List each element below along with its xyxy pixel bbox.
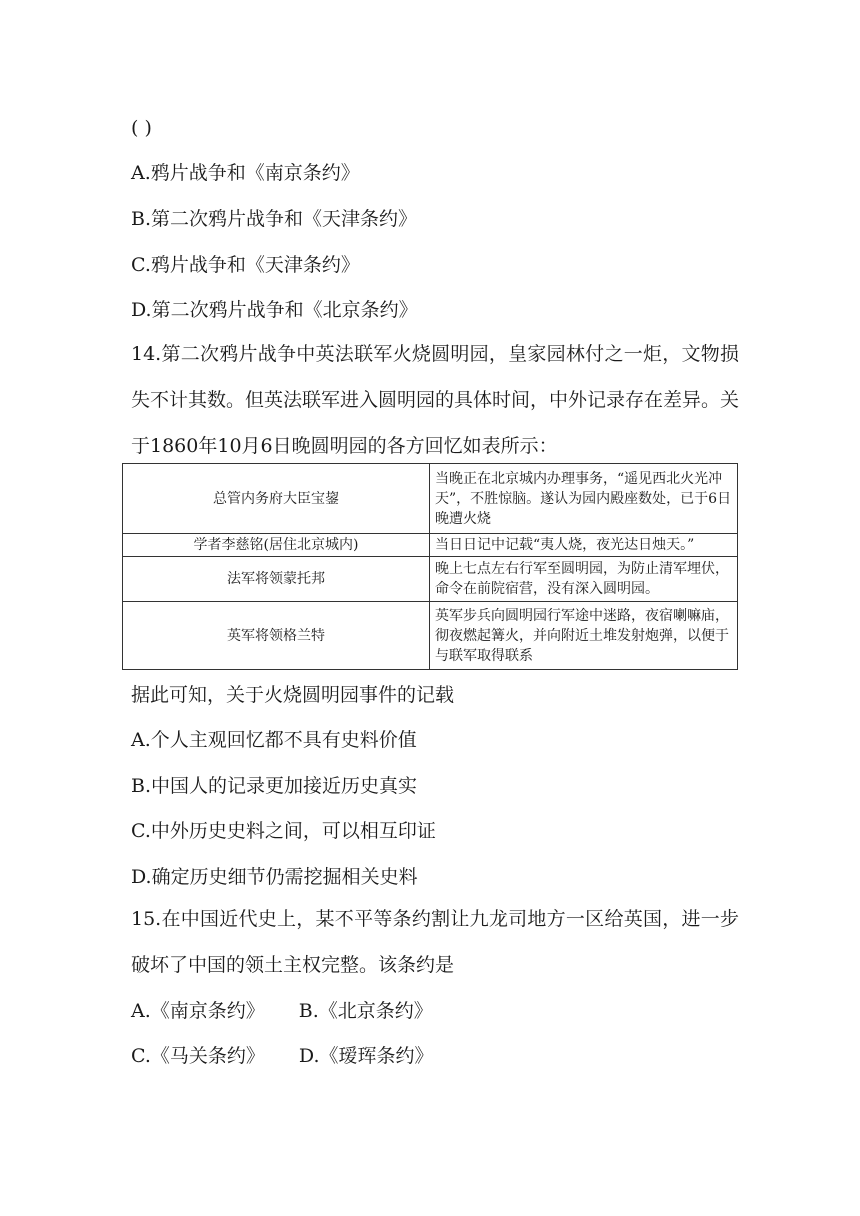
q13-answer-bracket: ( ) (131, 117, 152, 139)
q14-option-b: B.中国人的记录更加接近历史真实 (131, 775, 418, 797)
q14-stem: 14.第二次鸦片战争中英法联军火烧圆明园，皇家园林付之一炬，文物损失不计其数。但英法联军进入圆明园的具体时间，中外记录存在差异。关于1860年10月6日晚圆明园的各方回忆如表所示： (131, 343, 740, 457)
q15-option-b: B.《北京条约》 (298, 1000, 433, 1022)
table-cell-what: 当晚正在北京城内办理事务，“遥见西北火光冲天”，不胜惊脑。遂认为园内殿座数处，已于6日晚遭火烧 (430, 464, 738, 534)
q15-option-d: D.《瑷珲条约》 (298, 1045, 434, 1067)
q15-options-row-1 (131, 998, 433, 1024)
table-row (123, 602, 738, 670)
q15-options-row-2 (131, 1043, 434, 1069)
table-cell-what: 晚上七点左右行军至圆明园，为防止清军埋伏，命令在前院宿营，没有深入圆明园。 (430, 557, 738, 602)
q14-option-c: C.中外历史史料之间，可以相互印证 (131, 820, 436, 842)
q14-memory-table (122, 463, 738, 670)
q15-option-a: A.《南京条约》 (131, 1000, 265, 1022)
q13-option-d: D.第二次鸦片战争和《北京条约》 (131, 299, 418, 321)
q13-option-b: B.第二次鸦片战争和《天津条约》 (131, 208, 418, 230)
q15-stem: 15.在中国近代史上，某不平等条约割让九龙司地方一区给英国，进一步破坏了中国的领土主权完整。该条约是 (131, 908, 739, 976)
table-cell-who: 总管内务府大臣宝鋆 (123, 464, 430, 534)
table-cell-who: 英军将领格兰特 (123, 602, 430, 670)
table-cell-what: 当日日记中记载“夷人烧，夜光达日烛天。” (430, 534, 738, 557)
table-row (123, 464, 738, 534)
q13-option-c: C.鸦片战争和《天津条约》 (131, 254, 360, 276)
q14-option-d: D.确定历史细节仍需挖掘相关史料 (131, 866, 418, 888)
q13-option-a: A.鸦片战争和《南京条约》 (131, 162, 360, 184)
table-row (123, 557, 738, 602)
table-row (123, 534, 738, 557)
table-cell-who: 学者李慈铭(居住北京城内) (123, 534, 430, 557)
q14-option-a: A.个人主观回忆都不具有史料价值 (131, 729, 417, 751)
table-cell-who: 法军将领蒙托邦 (123, 557, 430, 602)
q14-conclusion: 据此可知，关于火烧圆明园事件的记载 (131, 684, 455, 706)
table-cell-what: 英军步兵向圆明园行军途中迷路，夜宿喇嘛庙，彻夜燃起篝火，并向附近土堆发射炮弹，以便于与联军取得联系 (430, 602, 738, 670)
q15-option-c: C.《马关条约》 (131, 1045, 265, 1067)
